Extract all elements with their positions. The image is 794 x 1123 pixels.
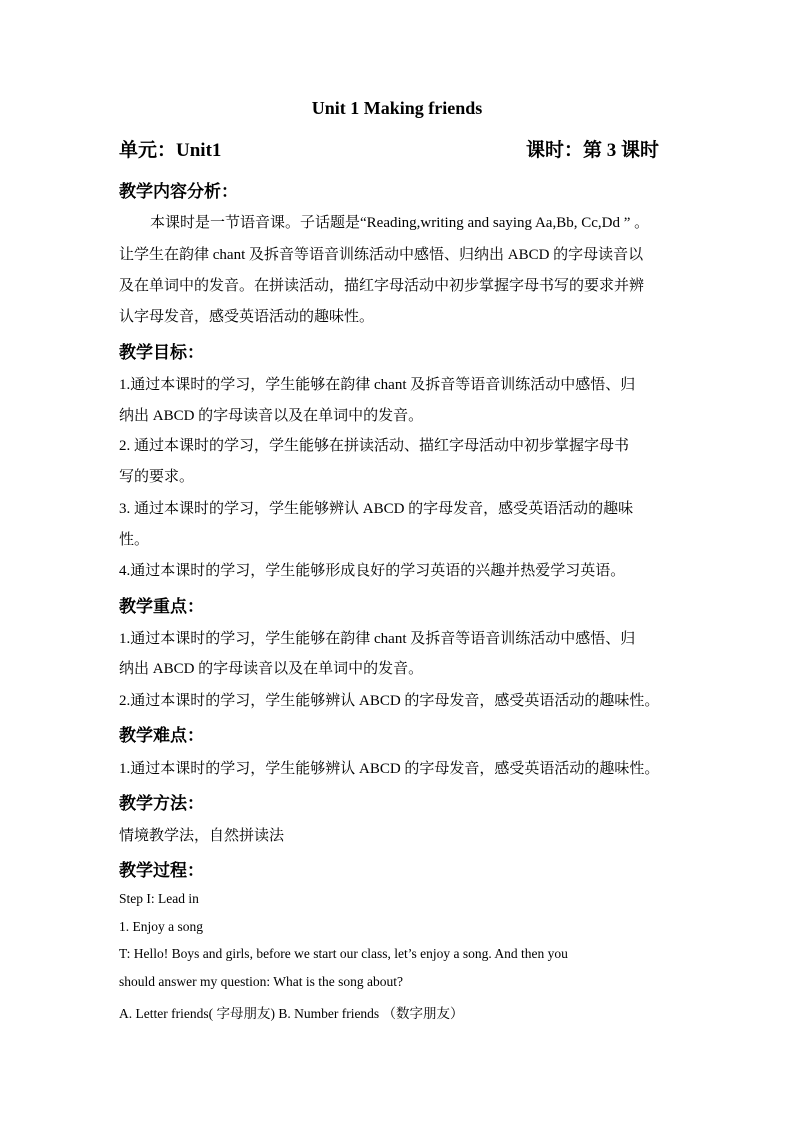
paragraph-line: 2. 通过本课时的学习，学生能够在拼读活动、描红字母活动中初步掌握字母书 <box>119 438 630 454</box>
paragraph-line: 纳出 ABCD 的字母读音以及在单词中的发音。 <box>119 408 424 424</box>
section-heading-process: 教学过程： <box>119 861 204 880</box>
paragraph-line: 1.通过本课时的学习，学生能够在韵律 chant 及拆音等语音训练活动中感悟、归 <box>119 377 636 393</box>
process-line: should answer my question: What is the song about? <box>119 974 403 989</box>
process-line: Step I: Lead in <box>119 891 199 906</box>
section-heading-difficulties: 教学难点： <box>119 726 204 745</box>
paragraph-line: 1.通过本课时的学习，学生能够辨认 ABCD 的字母发音，感受英语活动的趣味性。 <box>119 761 660 777</box>
section-heading-methods: 教学方法： <box>119 794 204 813</box>
paragraph-line: 情境教学法，自然拼读法 <box>119 828 285 844</box>
process-line: T: Hello! Boys and girls, before we start our class, let’s enjoy a song. And then you <box>119 946 568 961</box>
process-line: A. Letter friends( 字母朋友) B. Number friends （数字朋友） <box>119 1006 464 1021</box>
section-heading-content-analysis: 教学内容分析： <box>119 182 238 201</box>
section-heading-key-points: 教学重点： <box>119 597 204 616</box>
paragraph-line: 性。 <box>119 532 150 548</box>
unit-label: 单元：Unit1 <box>119 140 222 161</box>
paragraph-line: 4.通过本课时的学习，学生能够形成良好的学习英语的兴趣并热爱学习英语。 <box>119 563 626 579</box>
paragraph-line: 1.通过本课时的学习，学生能够在韵律 chant 及拆音等语音训练活动中感悟、归 <box>119 631 636 647</box>
paragraph-line: 认字母发音，感受英语活动的趣味性。 <box>119 309 375 325</box>
paragraph-line: 3. 通过本课时的学习，学生能够辨认 ABCD 的字母发音，感受英语活动的趣味 <box>119 501 634 517</box>
paragraph-line: 写的要求。 <box>119 469 195 485</box>
period-label: 课时：第 3 课时 <box>526 140 660 161</box>
paragraph-line: 本课时是一节语音课。子话题是“Reading,writing and saying Aa,Bb, Cc,Dd ” 。 <box>150 215 650 231</box>
section-heading-objectives: 教学目标： <box>119 343 204 362</box>
paragraph-line: 纳出 ABCD 的字母读音以及在单词中的发音。 <box>119 661 424 677</box>
document-title: Unit 1 Making friends <box>311 98 483 118</box>
paragraph-line: 及在单词中的发音。在拼读活动，描红字母活动中初步掌握字母书写的要求并辨 <box>119 278 645 294</box>
paragraph-line: 2.通过本课时的学习，学生能够辨认 ABCD 的字母发音，感受英语活动的趣味性。 <box>119 693 660 709</box>
paragraph-line: 让学生在韵律 chant 及拆音等语音训练活动中感悟、归纳出 ABCD 的字母读音以 <box>119 247 644 263</box>
process-line: 1. Enjoy a song <box>119 919 203 934</box>
